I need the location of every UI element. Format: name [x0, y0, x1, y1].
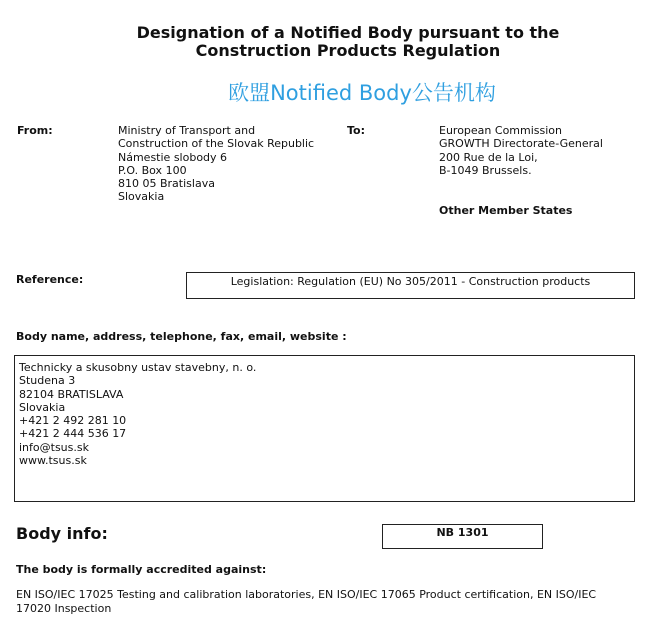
- page-subtitle: 欧盟Notified Body公告机构: [228, 81, 496, 105]
- body-detail-line: Studena 3: [19, 374, 76, 388]
- from-line: 810 05 Bratislava: [118, 177, 215, 191]
- from-address: [118, 124, 314, 204]
- title-line-2: Construction Products Regulation: [195, 41, 501, 60]
- from-line: Slovakia: [118, 190, 165, 204]
- to-line: GROWTH Directorate-General: [439, 137, 603, 151]
- body-details-box: [14, 355, 635, 502]
- from-label: From:: [17, 124, 53, 137]
- to-address: [439, 124, 603, 177]
- from-line: Ministry of Transport and: [118, 124, 256, 137]
- to-line: B-1049 Brussels.: [439, 163, 532, 177]
- body-detail-line: info@tsus.sk: [19, 440, 89, 454]
- to-label: To:: [347, 124, 365, 137]
- body-detail-line: www.tsus.sk: [19, 454, 87, 468]
- accreditation-text: [16, 588, 641, 616]
- body-detail-line: Slovakia: [19, 400, 66, 414]
- from-line: P.O. Box 100: [118, 163, 187, 177]
- nb-number: NB 1301: [436, 526, 489, 539]
- reference-value: Legislation: Regulation (EU) No 305/2011 - Construction products: [230, 275, 591, 288]
- body-detail-line: 82104 BRATISLAVA: [19, 387, 124, 401]
- page-title: [0, 24, 649, 60]
- body-detail-line: +421 2 492 281 10: [19, 414, 127, 428]
- body-detail-line: Technicky a skusobny ustav stavebny, n. o.: [19, 361, 257, 374]
- accreditation-line-2: 17020 Inspection: [16, 602, 112, 615]
- body-detail-line: +421 2 444 536 17: [19, 427, 127, 441]
- accreditation-line-1: EN ISO/IEC 17025 Testing and calibration laboratories, EN ISO/IEC 17065 Product certification, EN ISO/IEC: [16, 588, 597, 601]
- accreditation-label: The body is formally accredited against:: [16, 563, 267, 576]
- reference-box: [186, 272, 635, 299]
- title-line-1: Designation of a Notified Body pursuant to the: [136, 23, 560, 42]
- nb-number-box: [382, 524, 543, 549]
- reference-label: Reference:: [16, 273, 84, 286]
- from-line: Námestie slobody 6: [118, 150, 228, 164]
- body-info-label: Body info:: [16, 524, 108, 543]
- other-member-states: Other Member States: [439, 204, 573, 217]
- body-details-label: Body name, address, telephone, fax, email, website :: [16, 330, 347, 343]
- from-line: Construction of the Slovak Republic: [118, 137, 315, 151]
- to-line: European Commission: [439, 124, 563, 137]
- to-line: 200 Rue de la Loi,: [439, 150, 538, 164]
